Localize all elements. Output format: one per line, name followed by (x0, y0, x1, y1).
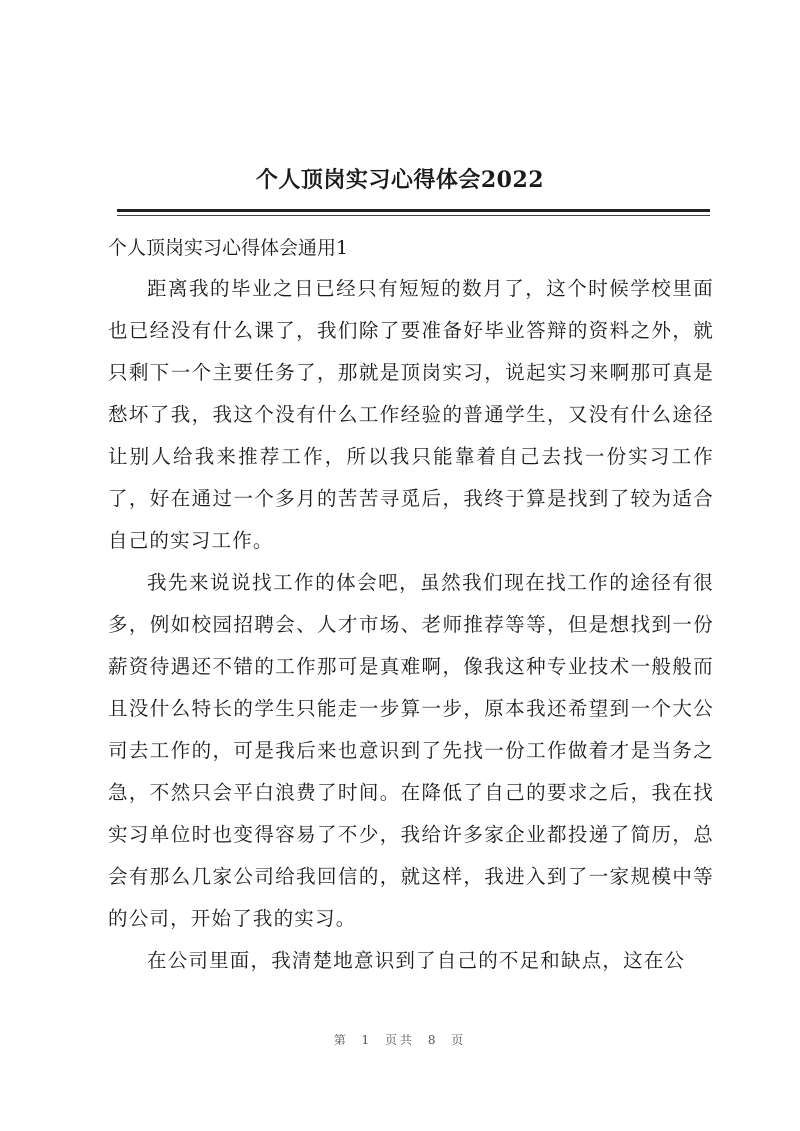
title-divider (117, 209, 710, 212)
page-footer: 第 1 页共 8 页 (333, 1033, 467, 1047)
section-heading: 个人顶岗实习心得体会通用1 (108, 237, 349, 259)
body-paragraph: 在公司里面，我清楚地意识到了自己的不足和缺点，这在公 (147, 949, 686, 972)
body-paragraph: 距离我的毕业之日已经只有短短的数月了，这个时候学校里面也已经没有什么课了，我们除了要准备好毕业答辩的资料之外，就只剩下一个主要任务了，那就是顶岗实习，说起实习来啊那可真是愁坏了我，我这个没有什么工作经验的普通学生，又没有什么途径让别人给我来推荐工作，所以我只能靠着自己去找一份实习工作了，好在通过一个多月的苦苦寻觅后，我终于算是找到了较为适合自己的实习工作。 (108, 277, 714, 552)
document-body (108, 268, 714, 982)
title-divider-thin (117, 215, 710, 216)
document-title: 个人顶岗实习心得体会2022 (255, 167, 545, 193)
body-paragraph: 我先来说说找工作的体会吧，虽然我们现在找工作的途径有很多，例如校园招聘会、人才市场、老师推荐等等，但是想找到一份薪资待遇还不错的工作那可是真难啊，像我这种专业技术一般般而且没什么特长的学生只能走一步算一步，原本我还希望到一个大公司去工作的，可是我后来也意识到了先找一份工作做着才是当务之急，不然只会平白浪费了时间。在降低了自己的要求之后，我在找实习单位时也变得容易了不少，我给许多家企业都投递了简历，总会有那么几家公司给我回信的，就这样，我进入到了一家规模中等的公司，开始了我的实习。 (108, 571, 714, 930)
